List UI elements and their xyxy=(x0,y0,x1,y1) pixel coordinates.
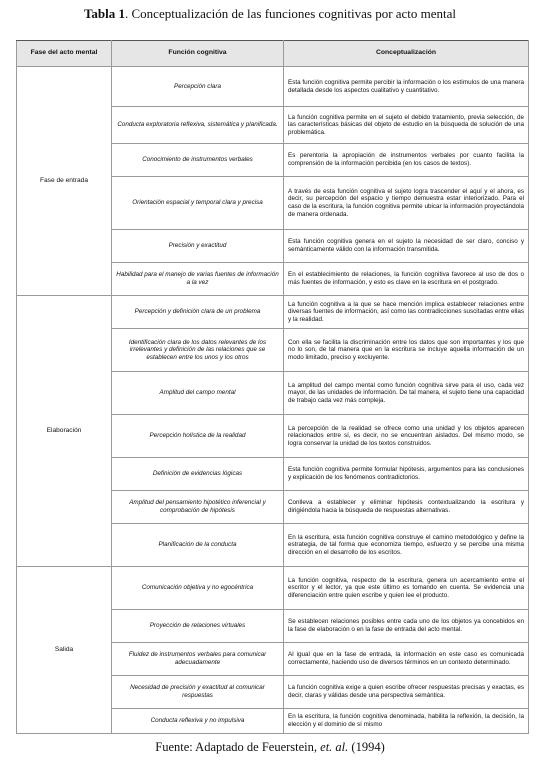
source-note xyxy=(0,740,540,755)
header-phase: Fase del acto mental xyxy=(17,41,112,67)
function-cell: Proyección de relaciones virtuales xyxy=(112,610,284,643)
phase-cell-entrada: Fase de entrada xyxy=(17,67,112,296)
description-cell: Esta función cognitiva permite formular hipótesis, argumentos para las conclusiones y explicación de los fenómenos contradictorios. xyxy=(284,458,529,491)
table-row xyxy=(17,67,529,107)
table-row xyxy=(17,567,529,610)
function-cell: Amplitud del pensamiento hipotético inferencial y comprobación de hipótesis xyxy=(112,491,284,524)
description-cell: La función cognitiva, respecto de la escritura, genera un acercamiento entre el escritor y el lector, ya que este último es tomando en cuenta. Se evidencia una diferenciación entre quien escribe y quien lee el producto. xyxy=(284,567,529,610)
description-cell: Conlleva a establecer y eliminar hipótesis contextualizando la escritura y dirigiéndola hacia la búsqueda de respuestas alternativas. xyxy=(284,491,529,524)
description-cell: En la escritura, la función cognitiva denominada, habilita la reflexión, la decisión, la elección y el dominio de sí mismo xyxy=(284,709,529,734)
function-cell: Conducta exploratoria reflexiva, sistemática y planificada. xyxy=(112,107,284,144)
function-cell: Identificación clara de los datos relevantes de los irrelevantes y definición de las relaciones que se establecen entre los unos y los otros xyxy=(112,329,284,372)
table-header-row xyxy=(17,41,529,67)
phase-cell-salida: Salida xyxy=(17,567,112,734)
phase-cell-elaboracion: Elaboración xyxy=(17,296,112,567)
table-caption xyxy=(0,6,540,22)
function-cell: Habilidad para el manejo de varias fuentes de información a la vez xyxy=(112,263,284,296)
description-cell: En el establecimiento de relaciones, la función cognitiva favorece al uso de dos o más fuentes de información, y esto es clave en la escritura en el postgrado. xyxy=(284,263,529,296)
function-cell: Fluidez de instrumentos verbales para comunicar adecuadamente xyxy=(112,643,284,676)
function-cell: Amplitud del campo mental xyxy=(112,372,284,415)
function-cell: Planificación de la conducta xyxy=(112,524,284,567)
cognitive-functions-table xyxy=(16,40,529,734)
header-conceptualization: Conceptualización xyxy=(284,41,529,67)
description-cell: Esta función cognitiva genera en el sujeto la necesidad de ser claro, conciso y semánticamente válido con la información transmitida. xyxy=(284,230,529,263)
table-label: Tabla 1 xyxy=(83,6,126,21)
description-cell: Al igual que en la fase de entrada, la información en este caso es comunicada correctamente, haciendo uso de diversos términos en un contexto determinado. xyxy=(284,643,529,676)
function-cell: Comunicación objetiva y no egocéntrica xyxy=(112,567,284,610)
source-prefix: Fuente: Adaptado de Feuerstein, xyxy=(155,740,321,754)
function-cell: Orientación espacial y temporal clara y precisa xyxy=(112,177,284,230)
table-row xyxy=(17,296,529,329)
description-cell: La función cognitiva permite en el sujeto el debido tratamiento, previa selección, de las características básicas del objeto de estudio en la búsqueda de solución de una problemática. xyxy=(284,107,529,144)
table-title: . Conceptualización de las funciones cognitivas por acto mental xyxy=(125,6,457,21)
source-etal: et. al. xyxy=(320,740,349,754)
description-cell: En la escritura, esta función cognitiva construye el camino metodológico y define la estrategia, de tal forma que economiza tiempo, esfuerzo y se percibe una misma dirección en el desarrollo de los escritos. xyxy=(284,524,529,567)
function-cell: Necesidad de precisión y exactitud al comunicar respuestas xyxy=(112,676,284,709)
description-cell: La función cognitiva a la que se hace mención implica establecer relaciones entre diversas fuentes de información, así como las contradicciones suscitadas entre ellas y la realidad. xyxy=(284,296,529,329)
function-cell: Percepción y definición clara de un problema xyxy=(112,296,284,329)
description-cell: Es perentoria la apropiación de instrumentos verbales por cuanto facilita la comprensión de la información percibida (en los casos de textos). xyxy=(284,144,529,177)
description-cell: Esta función cognitiva permite percibir la información o los estímulos de una manera detallada desde los aspectos cualitativo y cuantitativo. xyxy=(284,67,529,107)
function-cell: Percepción clara xyxy=(112,67,284,107)
description-cell: Con ella se facilita la discriminación entre los datos que son importantes y los que no lo son, de tal manera que en la escritura se incluye aquella información de un modo limitado, preciso y excluyente. xyxy=(284,329,529,372)
function-cell: Percepción holística de la realidad xyxy=(112,415,284,458)
function-cell: Conducta reflexiva y no impulsiva xyxy=(112,709,284,734)
description-cell: Se establecen relaciones posibles entre cada uno de los objetos ya concebidos en la fase de elaboración o en la fase de entrada del acto mental. xyxy=(284,610,529,643)
description-cell: La función cognitiva exige a quien escribe ofrecer respuestas precisas y exactas, es decir, claras y válidas desde una perspectiva semántica. xyxy=(284,676,529,709)
header-function: Función cognitiva xyxy=(112,41,284,67)
function-cell: Definición de evidencias lógicas xyxy=(112,458,284,491)
source-year: (1994) xyxy=(348,740,385,754)
function-cell: Conocimiento de instrumentos verbales xyxy=(112,144,284,177)
description-cell: La percepción de la realidad se ofrece como una unidad y los objetos aparecen relacionados entre sí, es decir, no se encuentran aislados. Del mismo modo, se logra conservar la unidad de los textos construidos. xyxy=(284,415,529,458)
description-cell: A través de esta función cognitiva el sujeto logra trascender el aquí y el ahora, es decir, su percepción del espacio y tiempo demuestra estar interiorizado. Para el caso de la escritura, la función cognitiva permite ubicar la información proyectándola de manera ordenada. xyxy=(284,177,529,230)
description-cell: La amplitud del campo mental como función cognitiva sirve para el uso, cada vez mayor, de las unidades de información. De tal manera, el sujeto tiene una capacidad de trabajo cada vez más compleja. xyxy=(284,372,529,415)
function-cell: Precisión y exactitud xyxy=(112,230,284,263)
